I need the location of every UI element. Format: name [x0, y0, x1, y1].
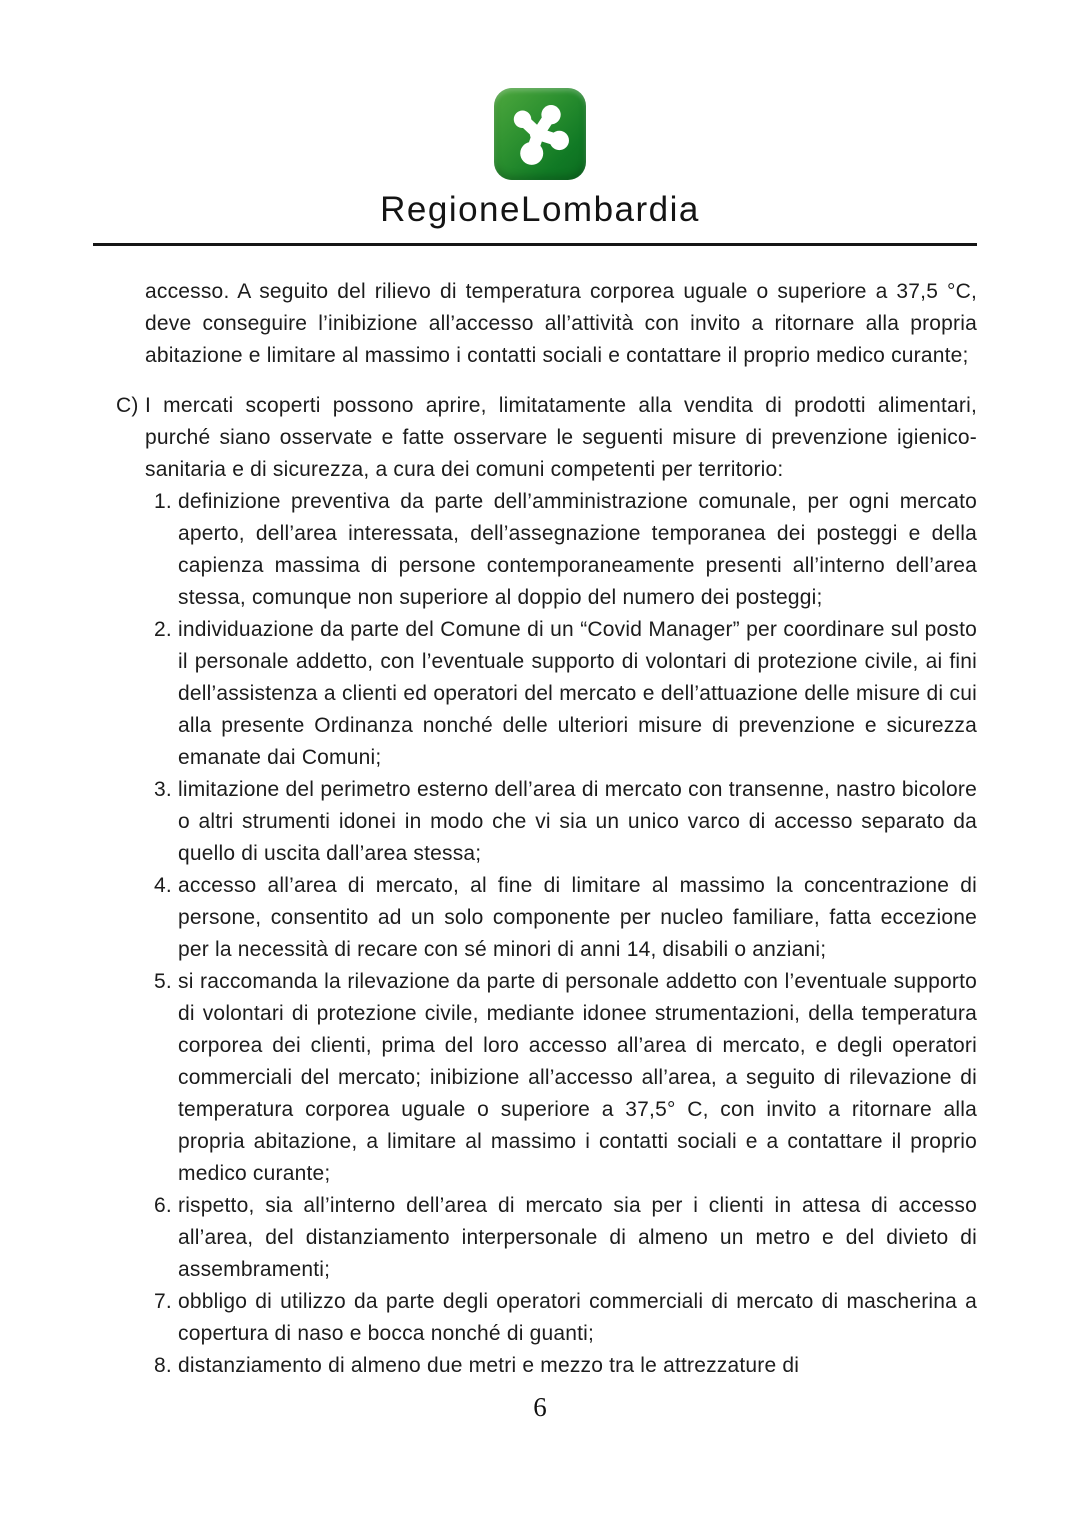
list-item-number: 5. [154, 970, 172, 993]
brand-wordmark: RegioneLombardia [380, 190, 700, 229]
document-body [116, 276, 977, 1382]
page-header [0, 88, 1080, 230]
page-number: 6 [533, 1392, 547, 1422]
list-item [145, 1286, 977, 1350]
list-item-number: 4. [154, 874, 172, 897]
list-item [145, 870, 977, 966]
list-item-number: 3. [154, 778, 172, 801]
list-item-number: 8. [154, 1354, 172, 1377]
list-item-number: 6. [154, 1194, 172, 1217]
intro-paragraph: accesso. A seguito del rilievo di temperatura corporea uguale o superiore a 37,5 °C, deve conseguire l’inibizione all’accesso all’attività con invito a ritornare alla propria abitazione e limitare al massimo i contatti sociali e contattare il proprio medico curante; [145, 280, 977, 367]
list-item-number: 7. [154, 1290, 172, 1313]
list-item [145, 774, 977, 870]
ordinance-list [145, 486, 977, 1382]
list-item-text: si raccomanda la rilevazione da parte di personale addetto con l’eventuale supporto di volontari di protezione civile, mediante idonee strumentazioni, della temperatura corporea dei clienti, prima del loro accesso all’area di mercato, e degli operatori commerciali del mercato; inibizione all’accesso all’area, a seguito di rilevazione di temperatura corporea uguale o superiore a 37,5° C, con invito a ritornare alla propria abitazione, a limitare al massimo i contatti sociali e a contattare il proprio medico curante; [178, 970, 977, 1185]
list-item-text: individuazione da parte del Comune di un “Covid Manager” per coordinare sul posto il personale addetto, con l’eventuale supporto di volontari di protezione civile, ai fini dell’assistenza a clienti ed operatori del mercato e dell’attuazione delle misure di cui alla presente Ordinanza nonché delle ulteriori misure di prevenzione e sicurezza emanate dai Comuni; [178, 618, 977, 769]
section-c-lead: I mercati scoperti possono aprire, limitatamente alla vendita di prodotti alimentari, purché siano osservate e fatte osservare le seguenti misure di prevenzione igienico-sanitaria e di sicurezza, a cura dei comuni competenti per territorio: [145, 394, 977, 481]
list-item-text: distanziamento di almeno due metri e mezzo tra le attrezzature di [178, 1354, 800, 1377]
rosa-camuna-icon [494, 88, 586, 180]
list-item-text: limitazione del perimetro esterno dell’area di mercato con transenne, nastro bicolore o altri strumenti idonei in modo che vi sia un unico varco di accesso separato da quello di uscita dall’area stessa; [178, 778, 977, 865]
list-item [145, 966, 977, 1190]
list-item-number: 1. [154, 490, 172, 513]
list-item [145, 486, 977, 614]
list-item-text: definizione preventiva da parte dell’amministrazione comunale, per ogni mercato aperto, dell’area interessata, dell’assegnazione temporanea dei posteggi e della capienza massima di persone contemporaneamente presenti all’interno dell’area stessa, comunque non superiore al doppio del numero dei posteggi; [178, 490, 977, 609]
list-item-text: rispetto, sia all’interno dell’area di mercato sia per i clienti in attesa di accesso all’area, del distanziamento interpersonale di almeno un metro e del divieto di assembramenti; [178, 1194, 977, 1281]
list-item [145, 614, 977, 774]
list-item-text: accesso all’area di mercato, al fine di limitare al massimo la concentrazione di persone, consentito ad un solo componente per nucleo familiare, fatta eccezione per la necessità di recare con sé minori di anni 14, disabili o anziani; [178, 874, 977, 961]
list-item-text: obbligo di utilizzo da parte degli operatori commerciali di mercato di mascherina a copertura di naso e bocca nonché di guanti; [178, 1290, 977, 1345]
list-item [145, 1190, 977, 1286]
section-c-label: C) [116, 394, 139, 417]
list-item-number: 2. [154, 618, 172, 641]
page-footer [0, 1392, 1080, 1423]
header-divider [93, 243, 977, 246]
section-c-body [145, 390, 977, 1382]
regione-lombardia-logo [494, 88, 586, 180]
list-item [145, 1350, 977, 1382]
section-c [116, 390, 977, 1382]
